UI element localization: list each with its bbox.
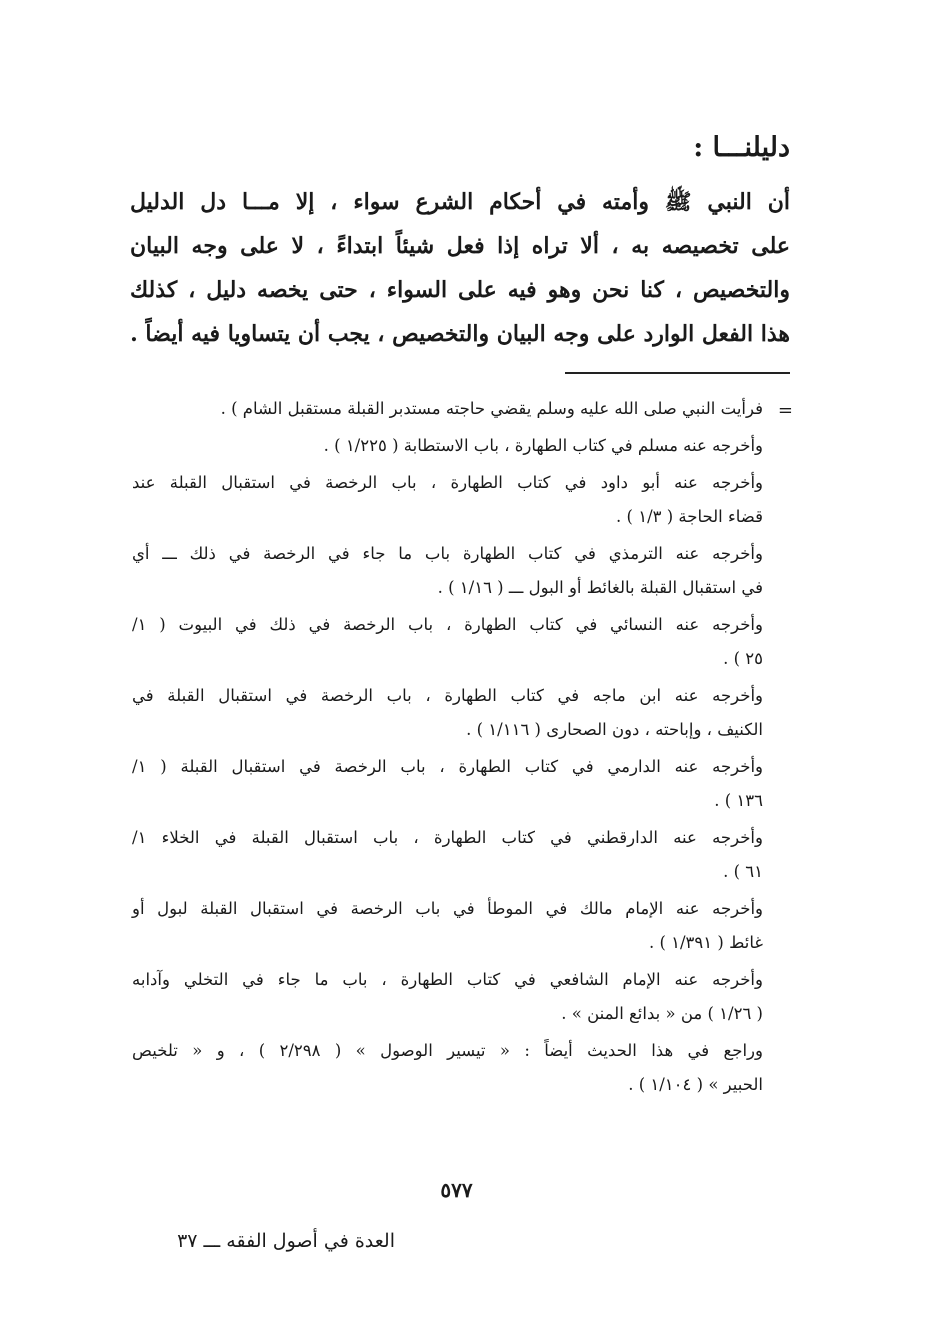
footnote-line: وأخرجه عنه مسلم في كتاب الطهارة ، باب الاستطابة ( ١/٢٢٥ ) .	[323, 436, 763, 455]
footnote-entry	[132, 892, 763, 960]
footnote-continuation-mark: =	[777, 400, 793, 421]
footnote-line: ( ١/٢٦ ) من « بدائع المنن » .	[561, 1004, 763, 1023]
section-heading: دليلنـــا :	[693, 132, 790, 163]
main-paragraph	[130, 180, 790, 356]
footnote-line: وأخرجه عنه ابن ماجه في كتاب الطهارة ، باب الرخصة في استقبال القبلة في	[132, 686, 763, 705]
page-number-text: ٥٧٧	[440, 1178, 473, 1202]
main-line: والتخصيص ، كنا نحن وهو فيه على السواء ، حتى يخصه دليل ، كذلك	[130, 277, 790, 303]
footnote-entry	[132, 821, 763, 889]
footnote-line: وأخرجه عنه أبو داود في كتاب الطهارة ، باب الرخصة في استقبال القبلة عند	[132, 473, 763, 492]
footnote-line: الكنيف ، وإباحته ، دون الصحارى ( ١/١١٦ ) .	[466, 720, 763, 739]
footnote-entry	[132, 392, 763, 426]
footnote-line: ١٣٦ ) .	[714, 791, 763, 810]
footnote-line: غائط ( ١/٣٩١ ) .	[648, 933, 763, 952]
footnote-line: وراجع في هذا الحديث أيضاً : « تيسير الوصول » ( ٢/٢٩٨ ) ، و « تلخيص	[132, 1041, 763, 1060]
footnote-entry	[132, 537, 763, 605]
footnote-divider	[565, 372, 790, 374]
footnote-entry	[132, 608, 763, 676]
footnote-line: في استقبال القبلة بالغائط أو البول ـــ ( ١/١٦ ) .	[437, 578, 763, 597]
footnote-line: الحبير » ( ١/١٠٤ ) .	[628, 1075, 763, 1094]
footnote-entry	[132, 679, 763, 747]
footnote-entry	[132, 429, 763, 463]
main-line: على تخصيصه به ، ألا تراه إذا فعل شيئاً ابتداءً ، لا على وجه البيان	[130, 233, 790, 259]
footnote-line: وأخرجه عنه الإمام الشافعي في كتاب الطهارة ، باب ما جاء في التخلي وآدابه	[132, 970, 763, 989]
page-number	[0, 1178, 925, 1202]
footnote-line: ٦١ ) .	[723, 862, 763, 881]
footnote-line: وأخرجه عنه النسائي في كتاب الطهارة ، باب الرخصة في ذلك في البيوت ( ١/	[132, 615, 763, 634]
book-footer: العدة في أصول الفقه ـــ ٣٧	[177, 1230, 395, 1252]
footnote-entry	[132, 750, 763, 818]
footnote-line: ٢٥ ) .	[723, 649, 763, 668]
footnote-line: قضاء الحاجة ( ١/٣ ) .	[616, 507, 763, 526]
main-line: هذا الفعل الوارد على وجه البيان والتخصيص ، يجب أن يتساويا فيه أيضاً .	[130, 321, 790, 347]
footnote-line: فرأيت النبي صلى الله عليه وسلم يقضي حاجته مستدبر القبلة مستقبل الشام ) .	[220, 399, 763, 418]
footnote-entry	[132, 1034, 763, 1102]
footnotes	[132, 392, 763, 1105]
footnote-entry	[132, 466, 763, 534]
footnote-line: وأخرجه عنه الدارمي في كتاب الطهارة ، باب الرخصة في استقبال القبلة ( ١/	[132, 757, 763, 776]
footnote-line: وأخرجه عنه الدارقطني في كتاب الطهارة ، باب استقبال القبلة في الخلاء ١/	[132, 828, 763, 847]
footnote-line: وأخرجه عنه الإمام مالك في الموطأ في باب الرخصة في استقبال القبلة لبول أو	[132, 899, 763, 918]
footnote-entry	[132, 963, 763, 1031]
main-line: أن النبي ﷺ وأمته في أحكام الشرع سواء ، إلا مـــا دل الدليل	[130, 189, 790, 215]
footnote-line: وأخرجه عنه الترمذي في كتاب الطهارة باب ما جاء في الرخصة في ذلك ـــ أي	[132, 544, 763, 563]
